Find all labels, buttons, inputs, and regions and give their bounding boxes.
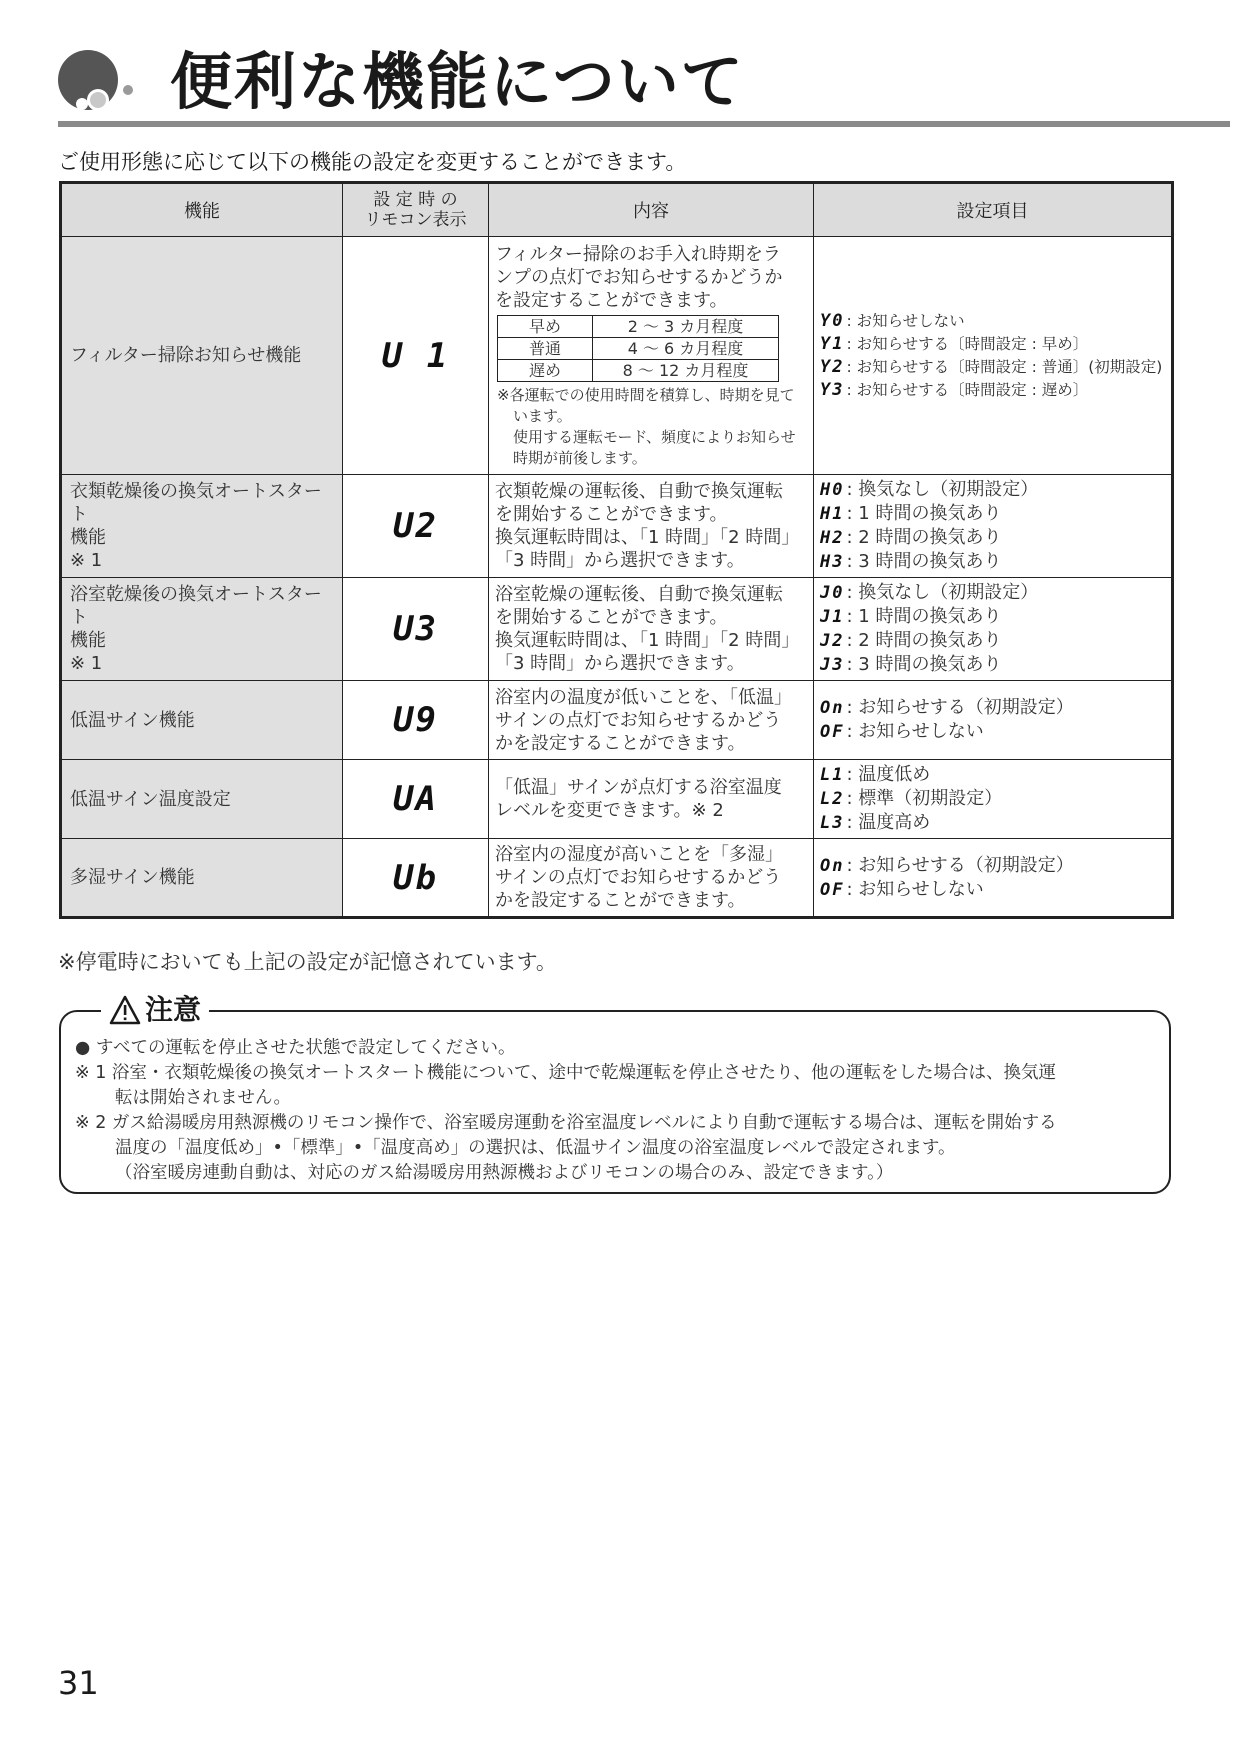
header-divider — [58, 121, 1230, 127]
header-remote-display — [343, 183, 489, 237]
period-row: 普通 4 ～ 6 カ月程度 — [498, 337, 779, 359]
caution-note-2: ※ 2 ガス給湯暖房用熱源機のリモコン操作で、浴室暖房運動を浴室温度レベルにより自動で運転する場合は、運転を開始する 温度の「温度低め」•「標準」•「温度高め」の選択は、低温サイン温度の浴室温度レベルで設定されます。 （浴室暖房連動自動は、対応のガス給湯暖房用熱源機およびリモコンの場合のみ、設定できます。） — [75, 1113, 1057, 1183]
table-row — [61, 760, 1173, 839]
setting-item: H2 : 2 時間の換気あり — [820, 527, 1002, 548]
page-number: 31 — [58, 1664, 99, 1702]
setting-item: L3 : 温度高め — [820, 812, 931, 833]
header-remote-line2: リモコン表示 — [364, 210, 467, 230]
setting-item: OF : お知らせしない — [820, 878, 984, 900]
usage-note: ※各運転での使用時間を積算し、時期を見ています。 使用する運転モード、頻度によりお知らせ時期が前後します。 — [497, 385, 796, 467]
feature-table — [59, 181, 1174, 919]
setting-item: Y3 : お知らせする〔時間設定 : 遅め〕 — [820, 379, 1089, 400]
caution-bullet: ● すべての運転を停止させた状態で設定してください。 — [75, 1038, 516, 1058]
table-row — [61, 839, 1173, 918]
caution-body — [75, 1036, 1157, 1186]
header-remote-line1: 設 定 時 の — [373, 190, 458, 210]
function-description: 「低温」サインが点灯する浴室温度 レベルを変更できます。※ 2 — [489, 760, 814, 839]
caution-title: 注意 — [101, 990, 209, 1030]
setting-items — [814, 475, 1173, 578]
remote-code: U9 — [343, 681, 489, 760]
intro-text: ご使用形態に応じて以下の機能の設定を変更することができます。 — [58, 150, 687, 174]
table-row — [61, 578, 1173, 681]
function-description: 浴室乾燥の運転後、自動で換気運転 を開始することができます。 換気運転時間は、「1 時間」「2 時間」 「3 時間」から選択できます。 — [489, 578, 814, 681]
period-row: 遅め 8 ～ 12 カ月程度 — [498, 359, 779, 381]
setting-item: J2 : 2 時間の換気あり — [820, 630, 1002, 651]
caution-note-1: ※ 1 浴室・衣類乾燥後の換気オートスタート機能について、途中で乾燥運転を停止させたり、他の運転をした場合は、換気運 転は開始されません。 — [75, 1063, 1057, 1108]
function-description: 浴室内の温度が低いことを、「低温」 サインの点灯でお知らせするかどう かを設定することができます。 — [489, 681, 814, 760]
remote-code: U 1 — [343, 237, 489, 475]
setting-item: H3 : 3 時間の換気あり — [820, 551, 1002, 572]
setting-item: H1 : 1 時間の換気あり — [820, 503, 1002, 524]
period-row: 早め 2 ～ 3 カ月程度 — [498, 315, 779, 337]
function-description — [489, 237, 814, 475]
function-name: 低温サイン温度設定 — [61, 760, 343, 839]
setting-item: J1 : 1 時間の換気あり — [820, 606, 1002, 627]
caution-box — [59, 993, 1171, 1194]
setting-item: L2 : 標準（初期設定） — [820, 788, 1003, 809]
remote-code: U2 — [343, 475, 489, 578]
function-description: 衣類乾燥の運転後、自動で換気運転 を開始することができます。 換気運転時間は、「1 時間」「2 時間」 「3 時間」から選択できます。 — [489, 475, 814, 578]
header-content: 内容 — [489, 183, 814, 237]
function-name: フィルター掃除お知らせ機能 — [61, 237, 343, 475]
table-row — [61, 475, 1173, 578]
table-row — [61, 237, 1173, 475]
setting-item: On : お知らせする（初期設定） — [820, 854, 1074, 876]
function-description: 浴室内の湿度が高いことを「多湿」 サインの点灯でお知らせするかどう かを設定することができます。 — [489, 839, 814, 918]
setting-item: Y2 : お知らせする〔時間設定 : 普通〕(初期設定) — [820, 356, 1163, 377]
header-settings: 設定項目 — [814, 183, 1173, 237]
setting-item: J3 : 3 時間の換気あり — [820, 654, 1002, 675]
period-table — [497, 315, 779, 382]
header-function: 機能 — [61, 183, 343, 237]
function-name: 衣類乾燥後の換気オートスタート 機能 ※ 1 — [61, 475, 343, 578]
setting-items — [814, 578, 1173, 681]
setting-item: On : お知らせする（初期設定） — [820, 697, 1074, 718]
table-header-row — [61, 183, 1173, 237]
remote-code: Ub — [343, 839, 489, 918]
setting-items — [814, 760, 1173, 839]
remote-code: U3 — [343, 578, 489, 681]
remote-code: UA — [343, 760, 489, 839]
page-header — [58, 38, 1228, 130]
function-name: 多湿サイン機能 — [61, 839, 343, 918]
setting-item: H0 : 換気なし（初期設定） — [820, 479, 1039, 500]
table-row — [61, 681, 1173, 760]
function-name: 低温サイン機能 — [61, 681, 343, 760]
desc-line: フィルター掃除のお手入れ時期をラ — [495, 243, 781, 265]
section-bullet-icon — [58, 42, 140, 118]
page-title: 便利な機能について — [170, 45, 745, 118]
memory-note: ※停電時においても上記の設定が記憶されています。 — [58, 950, 557, 974]
setting-item: Y1 : お知らせする〔時間設定 : 早め〕 — [820, 333, 1089, 354]
function-name: 浴室乾燥後の換気オートスタート 機能 ※ 1 — [61, 578, 343, 681]
setting-item: Y0 : お知らせしない — [820, 310, 965, 331]
desc-line: ンプの点灯でお知らせするかどうか — [495, 266, 783, 288]
setting-item: L1 : 温度低め — [820, 764, 931, 785]
setting-items — [814, 839, 1173, 918]
setting-items — [814, 237, 1173, 475]
setting-items — [814, 681, 1173, 760]
warning-triangle-icon — [109, 995, 141, 1025]
setting-item: J0 : 換気なし（初期設定） — [820, 582, 1039, 603]
desc-line: を設定することができます。 — [495, 289, 728, 311]
setting-item: OF : お知らせしない — [820, 721, 984, 742]
